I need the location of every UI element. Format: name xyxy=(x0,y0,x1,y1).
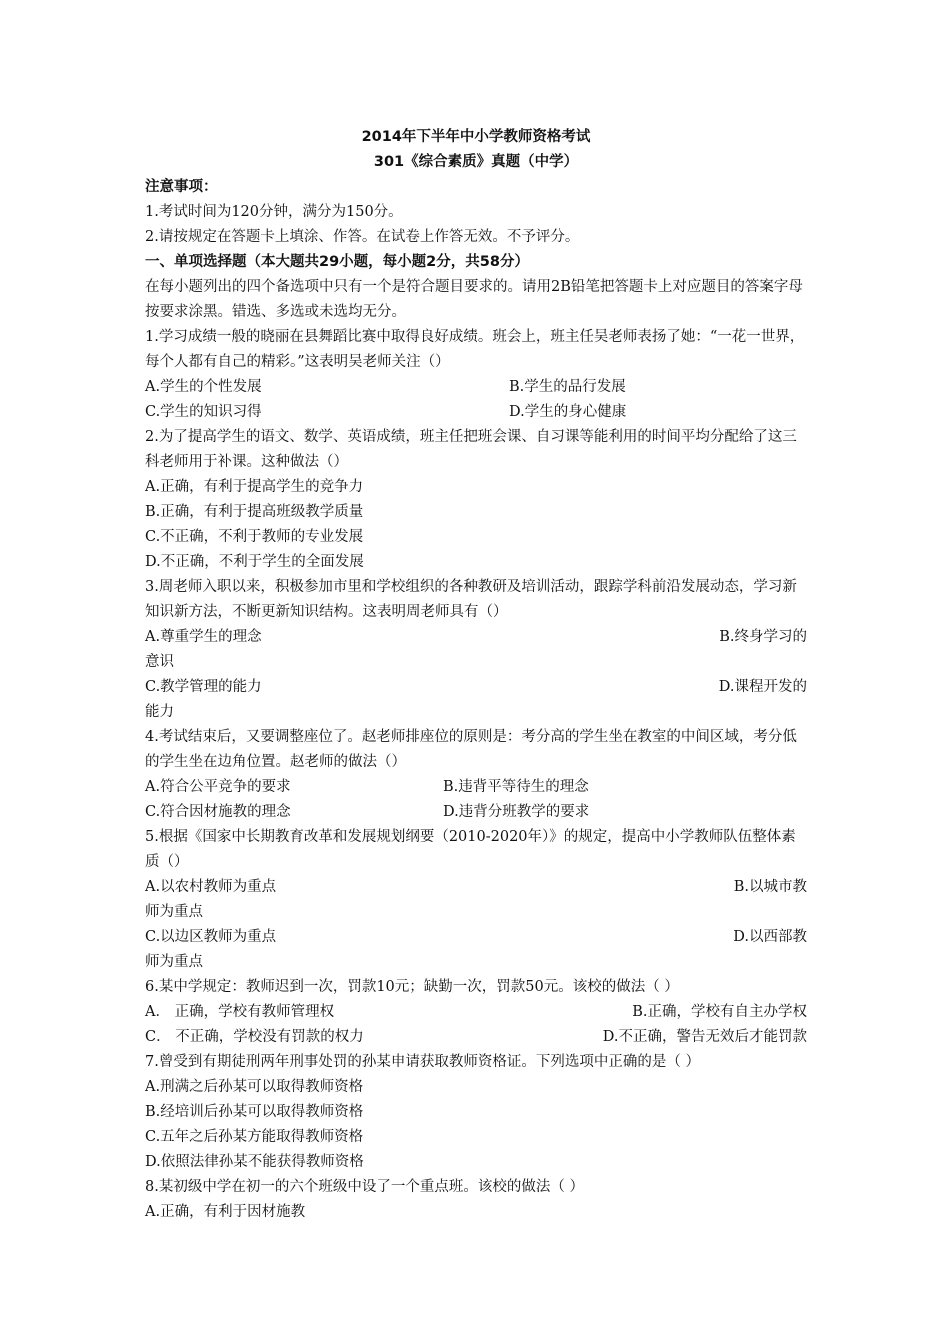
option-row xyxy=(145,1025,807,1050)
option-d-continued: 师为重点 xyxy=(145,954,203,970)
option-b-continued: 意识 xyxy=(145,654,174,670)
option-a: A.学生的个性发展 xyxy=(145,379,262,395)
option-row xyxy=(145,375,807,400)
option-b: B.违背平等待生的理念 xyxy=(443,779,589,795)
option-d-continued: 能力 xyxy=(145,704,174,720)
section-intro: 在每小题列出的四个备选项中只有一个是符合题目要求的。请用2B铅笔把答题卡上对应题目的答案字母按要求涂黑。错选、多选或未选均无分。 xyxy=(145,279,803,320)
exam-subtitle: 301《综合素质》真题（中学） xyxy=(373,154,579,170)
question-stem: 4.考试结束后，又要调整座位了。赵老师排座位的原则是：考分高的学生坐在教室的中间区域，考分低的学生坐在边角位置。赵老师的做法（） xyxy=(145,729,797,770)
question-stem: 5.根据《国家中长期教育改革和发展规划纲要（2010-2020年）》的规定，提高中小学教师队伍整体素质（） xyxy=(145,829,796,870)
option-c: C.教学管理的能力 xyxy=(145,679,262,695)
option-row xyxy=(145,925,807,950)
option-d: D.学生的身心健康 xyxy=(509,404,627,420)
option-a: A.符合公平竞争的要求 xyxy=(145,779,291,795)
option-d: D.违背分班教学的要求 xyxy=(443,804,590,820)
option-c: C.学生的知识习得 xyxy=(145,404,262,420)
option-d: D.不正确，不利于学生的全面发展 xyxy=(145,554,364,570)
option-a: A.以农村教师为重点 xyxy=(145,879,277,895)
option-a: A.正确，有利于提高学生的竞争力 xyxy=(145,479,364,495)
exam-page xyxy=(145,125,807,1225)
option-row xyxy=(145,875,807,900)
option-b: B.学生的品行发展 xyxy=(509,379,626,395)
option-b: B.以城市教 xyxy=(733,879,807,895)
option-row xyxy=(145,1000,807,1025)
section-heading: 一、单项选择题（本大题共29小题，每小题2分，共58分） xyxy=(145,254,529,270)
option-c: C.以边区教师为重点 xyxy=(145,929,277,945)
option-c: C． 不正确，学校没有罚款的权力 xyxy=(145,1029,364,1045)
exam-title: 2014年下半年中小学教师资格考试 xyxy=(361,129,591,145)
notice-item: 1.考试时间为120分钟，满分为150分。 xyxy=(145,204,403,220)
question-stem: 2.为了提高学生的语文、数学、英语成绩，班主任把班会课、自习课等能利用的时间平均分配给了这三科老师用于补课。这种做法（） xyxy=(145,429,797,470)
option-d: D.以西部教 xyxy=(733,929,807,945)
option-c: C.符合因材施教的理念 xyxy=(145,804,291,820)
option-row xyxy=(145,625,807,650)
option-d: D.不正确，警告无效后才能罚款 xyxy=(602,1029,807,1045)
option-a: A.尊重学生的理念 xyxy=(145,629,262,645)
option-d: D.课程开发的 xyxy=(718,679,807,695)
option-row xyxy=(145,400,807,425)
option-row xyxy=(145,775,807,800)
option-row xyxy=(145,675,807,700)
question-stem: 6.某中学规定：教师迟到一次，罚款10元；缺勤一次，罚款50元。该校的做法（ ） xyxy=(145,979,679,995)
option-c: C.不正确，不利于教师的专业发展 xyxy=(145,529,364,545)
option-b-continued: 师为重点 xyxy=(145,904,203,920)
notice-heading: 注意事项： xyxy=(145,179,218,195)
option-b: B.终身学习的 xyxy=(719,629,807,645)
option-c: C.五年之后孙某方能取得教师资格 xyxy=(145,1129,364,1145)
question-stem: 7.曾受到有期徒刑两年刑事处罚的孙某申请获取教师资格证。下列选项中正确的是（ ） xyxy=(145,1054,700,1070)
option-row xyxy=(145,800,807,825)
option-b: B.经培训后孙某可以取得教师资格 xyxy=(145,1104,364,1120)
notice-item: 2.请按规定在答题卡上填涂、作答。在试卷上作答无效。不予评分。 xyxy=(145,229,580,245)
option-a: A． 正确，学校有教师管理权 xyxy=(145,1004,335,1020)
option-d: D.依照法律孙某不能获得教师资格 xyxy=(145,1154,364,1170)
question-stem: 3.周老师入职以来，积极参加市里和学校组织的各种教研及培训活动，跟踪学科前沿发展动态，学习新知识新方法，不断更新知识结构。这表明周老师具有（） xyxy=(145,579,797,620)
option-a: A.正确，有利于因材施教 xyxy=(145,1204,306,1220)
question-stem: 1.学习成绩一般的晓丽在县舞蹈比赛中取得良好成绩。班会上，班主任吴老师表扬了她：“一花一世界，每个人都有自己的精彩。”这表明吴老师关注（） xyxy=(145,329,805,370)
question-stem: 8.某初级中学在初一的六个班级中设了一个重点班。该校的做法（ ） xyxy=(145,1179,584,1195)
option-b: B.正确，有利于提高班级教学质量 xyxy=(145,504,364,520)
option-b: B.正确，学校有自主办学权 xyxy=(632,1004,807,1020)
option-a: A.刑满之后孙某可以取得教师资格 xyxy=(145,1079,364,1095)
